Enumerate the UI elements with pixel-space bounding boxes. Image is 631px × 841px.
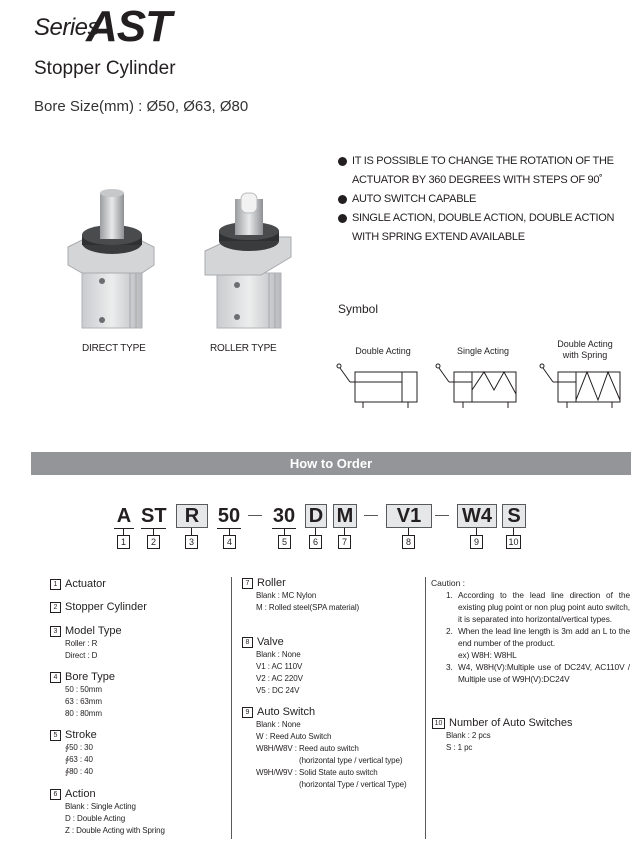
- caution-title: Caution :: [431, 578, 466, 588]
- valve-options: Blank : None V1 : AC 110V V2 : AC 220V V5 : DC 24V: [256, 650, 303, 695]
- order-num-1: 1: [117, 535, 130, 549]
- section-stopper-cylinder: 2 Stopper Cylinder: [50, 601, 147, 613]
- direct-type-cylinder-photo-icon: [60, 185, 160, 335]
- order-code-auto-switch: W4: [457, 504, 497, 528]
- series-code: AST: [86, 2, 171, 51]
- caution-item: 2. When the lead line length is 3m add an L to the end number of the product. ex) W8H: W8HL: [446, 626, 630, 660]
- bore-size: Bore Size(mm) : Ø50, Ø63, Ø80: [34, 98, 249, 115]
- series-word: Series: [34, 14, 100, 41]
- symbol-label-double-acting: Double Acting: [355, 346, 411, 356]
- how-to-order-header: How to Order: [31, 452, 631, 475]
- order-num-10: 10: [506, 535, 521, 549]
- symbol-title: Symbol: [338, 302, 379, 316]
- order-num-4: 4: [223, 535, 236, 549]
- order-code-valve: V1: [386, 504, 432, 528]
- section-stroke: 5 Stroke: [50, 729, 97, 741]
- order-code-action: D: [305, 504, 327, 528]
- feature-item: SINGLE ACTION, DOUBLE ACTION, DOUBLE ACTION WITH SPRING EXTEND AVAILABLE: [338, 209, 628, 247]
- feature-item: AUTO SWITCH CAPABLE: [338, 190, 628, 209]
- caution-item: 1. According to the lead line direction of the existing plug point or non plug point auto switch, it is separated into horizontal/vertical types.: [446, 590, 630, 624]
- order-num-7: 7: [338, 535, 351, 549]
- section-auto-switch: 9 Auto Switch: [242, 706, 315, 718]
- symbol-label-single-acting: Single Acting: [456, 346, 510, 356]
- roller-type-cylinder-photo-icon: [195, 185, 295, 335]
- section-valve: 8 Valve: [242, 636, 284, 648]
- auto-switch-options: Blank : None W : Reed Auto Switch W8H/W8V : Reed auto switch (horizontal type / vertical type) W9H/W9V : Solid State auto switch (horizontal Type / vertical Type): [256, 720, 407, 789]
- section-number-of-auto-switches: 10 Number of Auto Switches: [432, 717, 573, 729]
- section-roller: 7 Roller: [242, 577, 286, 589]
- feature-item: IT IS POSSIBLE TO CHANGE THE ROTATION OF THE ACTUATOR BY 360 DEGREES WITH STEPS OF 90˚: [338, 152, 628, 190]
- order-code-actuator: A: [114, 504, 134, 529]
- order-num-3: 3: [185, 535, 198, 549]
- order-code-bore: 50: [217, 505, 241, 527]
- section-model-type: 3 Model Type: [50, 625, 122, 637]
- roller-options: Blank : MC Nylon M : Rolled steel(SPA material): [256, 591, 360, 612]
- caution-item: 3. W4, W8H(V):Multiple use of DC24V, AC110V / Multiple use of W9H(V):DC24V: [446, 662, 630, 684]
- order-num-9: 9: [470, 535, 483, 549]
- order-code-stopper: ST: [141, 505, 167, 527]
- model-type-options: Roller : R Direct : D: [65, 639, 98, 660]
- order-code-model-type: R: [176, 504, 208, 528]
- order-code-roller: M: [333, 504, 357, 528]
- order-num-2: 2: [147, 535, 160, 549]
- bullet-icon: [338, 157, 347, 166]
- bore-type-options: 50 : 50mm 63 : 63mm 80 : 80mm: [65, 685, 102, 718]
- order-num-8: 8: [402, 535, 415, 549]
- order-code-stroke: 30: [272, 505, 296, 527]
- section-bore-type: 4 Bore Type: [50, 671, 115, 683]
- caution-list: [440, 589, 630, 685]
- cylinder-symbols-icon: [332, 360, 628, 410]
- stroke-options: ∮50 : 30 ∮63 : 40 ∮80 : 40: [65, 743, 93, 776]
- section-actuator: 1 Actuator: [50, 578, 106, 590]
- roller-type-caption: ROLLER TYPE: [210, 343, 277, 354]
- symbol-label-double-acting-spring: Double Acting with Spring: [557, 339, 613, 360]
- order-num-5: 5: [278, 535, 291, 549]
- switch-count-options: Blank : 2 pcs S : 1 pc: [446, 731, 491, 752]
- bullet-icon: [338, 195, 347, 204]
- direct-type-caption: DIRECT TYPE: [82, 343, 146, 354]
- feature-list: [338, 152, 628, 247]
- section-action: 6 Action: [50, 788, 96, 800]
- action-options: Blank : Single Acting D : Double Acting Z : Double Acting with Spring: [65, 802, 165, 835]
- order-code-switch-count: S: [502, 504, 526, 528]
- bullet-icon: [338, 214, 347, 223]
- product-subtitle: Stopper Cylinder: [34, 58, 176, 79]
- order-num-6: 6: [309, 535, 322, 549]
